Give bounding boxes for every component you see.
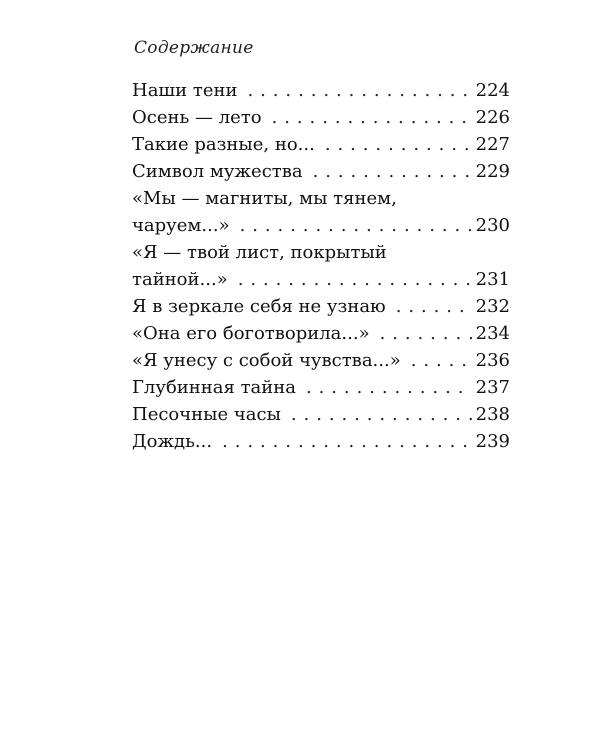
toc-entry-page: 227 [475,134,510,155]
toc-entry-title: чаруем...» [132,215,230,236]
toc-entry [132,320,510,347]
toc-entry-page: 238 [475,404,510,425]
toc-entry-page: 229 [475,161,510,182]
toc-entry-page: 239 [475,431,510,452]
toc-entry [132,131,510,158]
toc-entry [132,104,510,131]
dot-leader [272,104,472,131]
toc-entry-page: 230 [475,215,510,236]
toc-entry [132,158,510,185]
toc-entry [132,185,510,239]
toc-entry [132,428,510,455]
toc-entry-title-line1: «Я — твой лист, покрытый [132,242,387,263]
toc-entry [132,239,510,293]
dot-leader [396,293,472,320]
dot-leader [306,374,472,401]
dot-leader [222,428,472,455]
toc-entry [132,293,510,320]
toc-entry-page: 237 [475,377,510,398]
toc-entry-title: Дождь... [132,431,213,452]
toc-entry-title: «Она его боготворила...» [132,323,370,344]
toc-entry-title: Символ мужества [132,161,303,182]
dot-leader [248,77,472,104]
toc-entry-page: 232 [475,296,510,317]
toc-entry-page: 231 [475,269,510,290]
toc-entry-page: 234 [475,323,510,344]
toc-entry [132,347,510,374]
toc-entry [132,77,510,104]
toc-entry [132,374,510,401]
dot-leader [313,158,472,185]
dot-leader [240,212,472,239]
toc-entry-title: Такие разные, но... [132,134,315,155]
contents-heading: Содержание [134,38,254,58]
toc-entry-title: Глубинная тайна [132,377,296,398]
toc-entry-title: тайной...» [132,269,228,290]
toc-entry [132,401,510,428]
toc-entry-title-line1: «Мы — магниты, мы тянем, [132,188,397,209]
toc-entry-title: Песочные часы [132,404,281,425]
toc-entry-page: 236 [475,350,510,371]
toc-entry-title: Наши тени [132,80,238,101]
toc-entry-title: «Я унесу с собой чувства...» [132,350,401,371]
toc-entry-title: Я в зеркале себя не узнаю [132,296,386,317]
dot-leader [291,401,472,428]
dot-leader [411,347,472,374]
dot-leader [238,266,472,293]
toc-entry-page: 226 [475,107,510,128]
dot-leader [325,131,472,158]
table-of-contents [132,77,510,455]
dot-leader [380,320,472,347]
toc-entry-page: 224 [475,80,510,101]
toc-entry-title: Осень — лето [132,107,262,128]
